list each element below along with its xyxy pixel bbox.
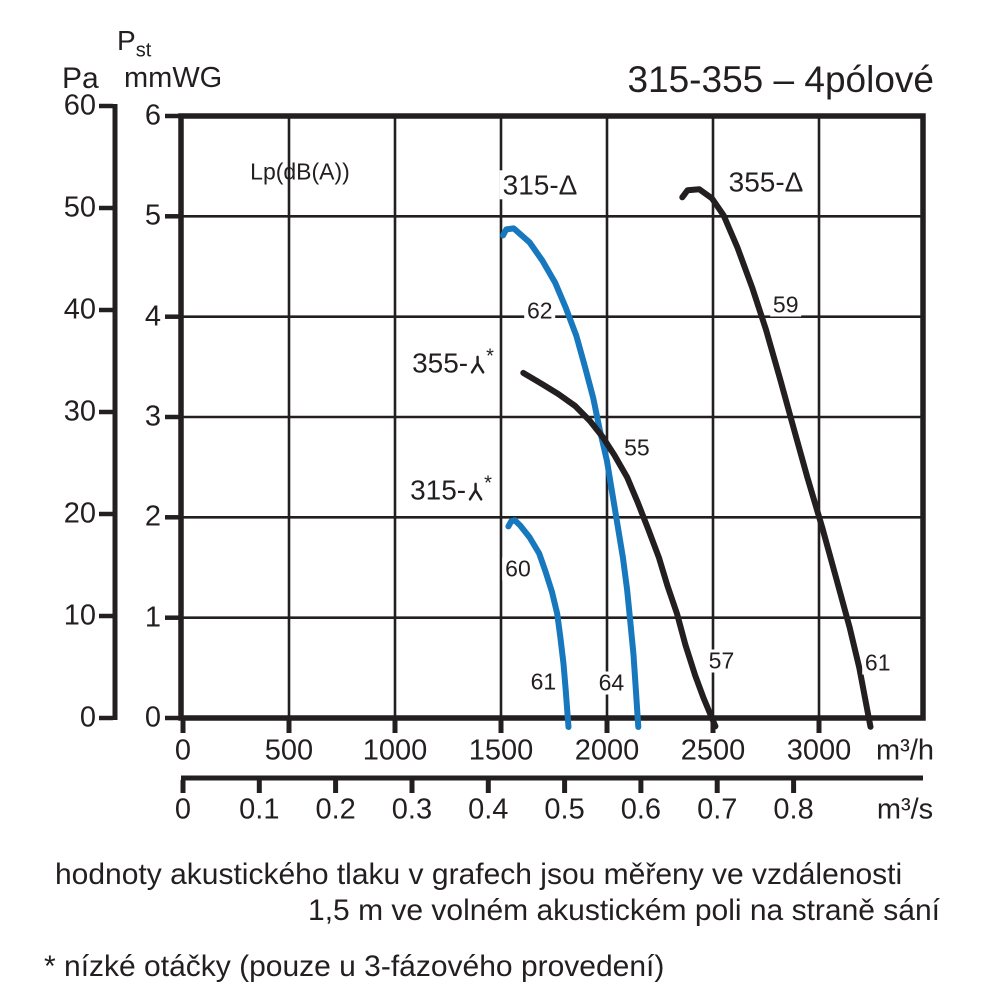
m3h-tick-label: 2500 [680, 734, 746, 767]
m3s-tick-label: 0.3 [391, 793, 433, 826]
pa-tick-label: 60 [63, 89, 96, 122]
measurement-note-line1: hodnoty akustického tlaku v grafech jsou měřeny ve vzdálenosti [55, 858, 903, 891]
wye-symbol-icon [468, 482, 483, 501]
db-level-label: 57 [706, 649, 738, 672]
m3h-tick-label: 3000 [786, 734, 852, 767]
curve-315-star-low [508, 520, 568, 727]
m3h-tick-label: 1500 [468, 734, 534, 767]
mmwg-tick-label: 3 [144, 400, 161, 433]
db-level-label: 60 [502, 557, 534, 580]
m3s-tick-label: 0.6 [620, 793, 662, 826]
curve-label-355-star: 355- * [409, 348, 497, 377]
measurement-note-line2: 1,5 m ve volném akustickém poli na straně sání [308, 894, 940, 927]
mmwg-tick-label: 0 [144, 701, 161, 734]
pst-subscript: st [135, 39, 152, 62]
pa-tick-label: 20 [63, 497, 96, 530]
db-level-label: 64 [596, 671, 628, 694]
noise-level-unit-label: Lp(dB(A)) [250, 158, 350, 185]
mmwg-tick-label: 6 [144, 99, 161, 132]
m3s-tick-label: 0.2 [315, 793, 356, 826]
pst-axis-symbol-label: $P_{st}$ [117, 25, 152, 62]
pa-axis-unit-label: Pa [62, 62, 99, 95]
wye-symbol-icon [470, 355, 485, 374]
m3s-tick-label: 0.5 [544, 793, 585, 826]
low-speed-asterisk: * [484, 472, 492, 495]
curve-label-315-delta: 315-Δ [500, 170, 581, 199]
mmwg-tick-label: 5 [144, 199, 161, 232]
mmwg-tick-label: 4 [144, 300, 161, 333]
m3s-tick-label: 0.7 [697, 793, 738, 826]
db-level-label: 61 [862, 651, 894, 674]
db-level-label: 59 [770, 293, 802, 316]
pa-tick-label: 40 [63, 293, 96, 326]
pa-tick-label: 30 [63, 395, 96, 428]
curve-label-315-star: 315- * [407, 475, 495, 504]
pa-tick-label: 50 [63, 191, 96, 224]
m3s-tick-label: 0.4 [468, 793, 509, 826]
curve-label-355-delta: 355-Δ [726, 167, 807, 196]
x-axis-unit-m3h: m³/h [876, 734, 934, 767]
m3h-tick-label: 2000 [574, 734, 640, 767]
curve-315-delta [503, 228, 638, 727]
pa-tick-label: 10 [63, 599, 96, 632]
m3h-tick-label: 500 [264, 734, 314, 767]
mmwg-axis-unit-label: mmWG [124, 62, 223, 94]
mmwg-tick-label: 1 [144, 601, 161, 634]
low-speed-footnote: * nízké otáčky (pouze u 3-fázového provedení) [44, 950, 665, 983]
db-level-label: 61 [528, 670, 560, 693]
m3s-tick-label: 0.1 [239, 793, 280, 826]
chart-title: 315-355 – 4pólové [627, 59, 934, 100]
m3h-tick-label: 0 [174, 734, 192, 767]
m3s-tick-label: 0.8 [773, 793, 814, 826]
m3s-tick-label: 0 [174, 793, 192, 826]
db-level-label: 62 [524, 299, 556, 322]
curve-355-delta [682, 189, 870, 727]
pa-tick-label: 0 [79, 701, 96, 734]
mmwg-tick-label: 2 [144, 500, 161, 533]
low-speed-asterisk: * [486, 345, 494, 368]
db-level-label: 55 [621, 437, 653, 460]
m3h-tick-label: 1000 [362, 734, 428, 767]
x-axis-unit-m3s: m³/s [876, 793, 934, 826]
